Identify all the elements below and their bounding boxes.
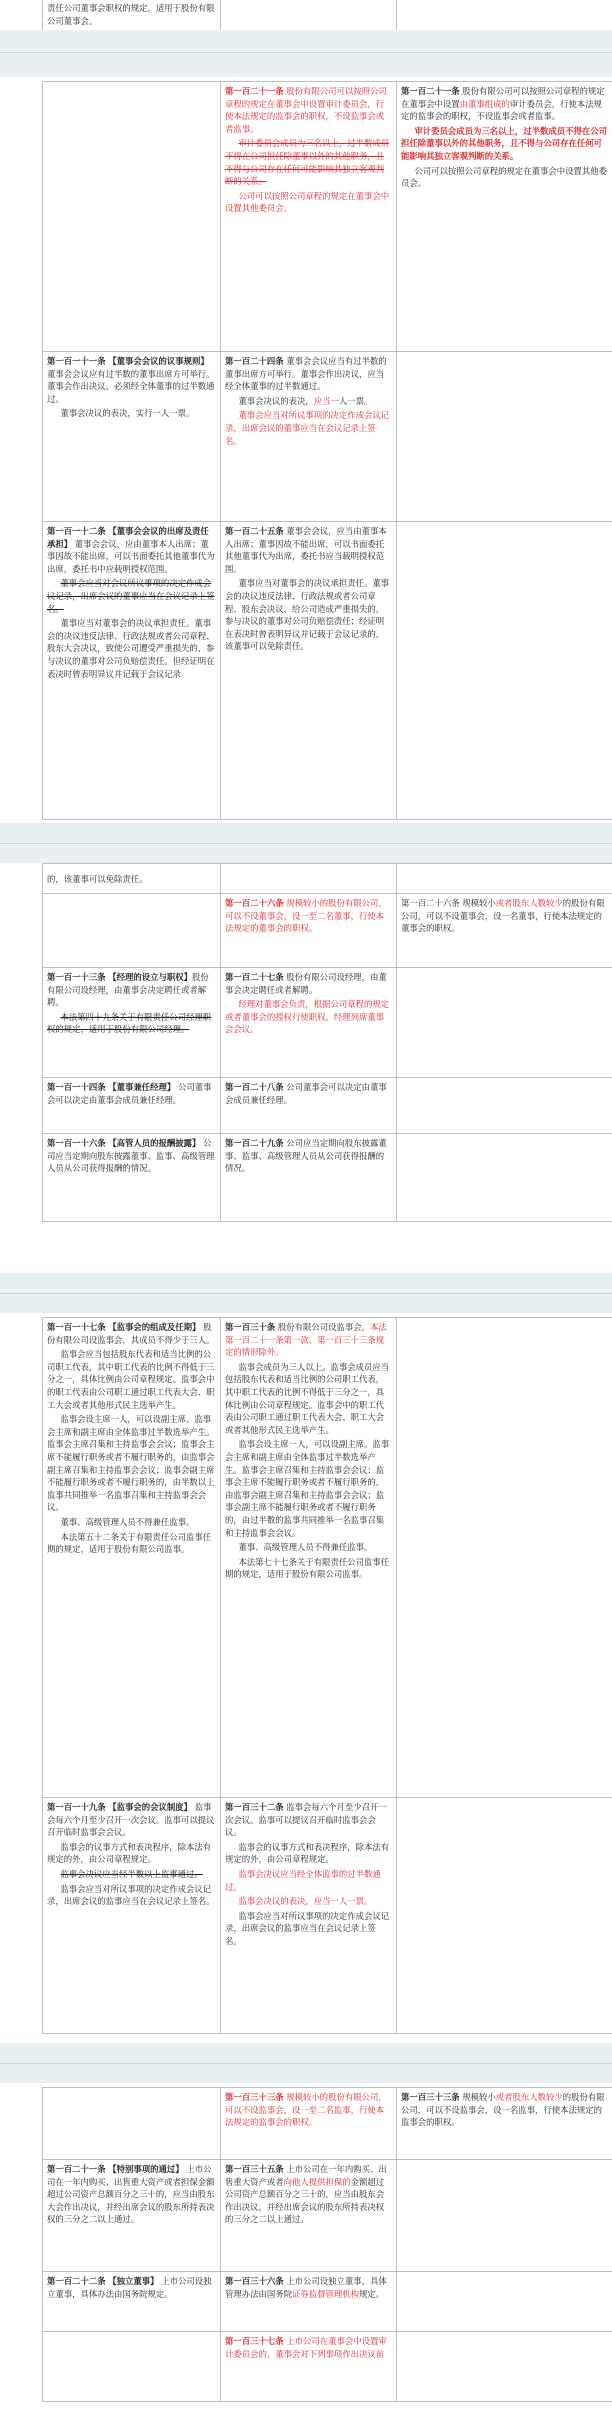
cell-draft [221, 1134, 397, 1222]
cell-final-empty [397, 2332, 612, 2402]
page-5 [0, 2083, 612, 2410]
cell-old-empty [43, 894, 221, 968]
article-text: 董事会会议应有过半数的董事出席方可举行。董事会作出决议，必须经全体董事的过半数通过。 [47, 368, 215, 404]
table-row [43, 1798, 612, 2034]
article-number: 第一百二十五条 [225, 526, 284, 536]
article-number: 第一百二十四条 [225, 356, 284, 366]
article-text: 规模较小 [462, 2092, 496, 2102]
cell-draft [221, 82, 397, 352]
article-heading: 【监事会的组成及任期】 [108, 1322, 201, 1332]
article-text: 董事应当对董事会的决议承担责任。董事会的决议违反法律、行政法规或者公司章程、股东大会决议，致使公司遭受严重损失的，参与决议的董事对公司负赔偿责任。但经证明在表决时曾表明异议并记载于会议记录 [47, 618, 215, 679]
article-text: 规模较小的股份有限公司，可以不设董事会，设一至二名董事，行使本法规定的董事会的职权。 [225, 898, 387, 934]
struck-text: 审计委员会成员为三名以上，过半数成员不得在公司担任除董事以外的其他职务，且不得与公司存在任何可能影响其独立客观判断的关系。 [225, 138, 390, 187]
cell-final [397, 2088, 612, 2160]
article-number: 第一百二十六条 [401, 898, 460, 908]
table-row [43, 2160, 612, 2272]
article-number: 第一百二十九条 [225, 1138, 284, 1148]
cell-draft [221, 2160, 397, 2272]
table-row [43, 352, 612, 522]
article-heading: 【独立董事】 [108, 2276, 159, 2286]
article-number: 第一百三十七条 [225, 2336, 284, 2346]
article-number: 第一百二十八条 [225, 1082, 284, 1092]
cell-final-empty [397, 1798, 612, 2034]
added-text: 或者股东人数较少 [495, 898, 563, 908]
page-1-tail [0, 0, 612, 30]
cell [397, 864, 612, 894]
cell-draft [221, 522, 397, 820]
article-text: 股份有限公司设经理，由董事会决定聘任或者解聘。 [47, 972, 209, 1008]
article-text: 董事会会议应当有过半数的董事出席方可举行。董事会作出决议，应当经全体董事的过半数通过。 [225, 356, 387, 392]
article-text: 监事会的议事方式和表决程序，除本法有规定的外，由公司章程规定。 [225, 1841, 390, 1865]
cell-old-empty [43, 82, 221, 352]
article-number: 第一百二十六条 [225, 898, 284, 908]
struck-text: 监事会决议应当经半数以上监事通过。 [60, 1868, 203, 1879]
article-text: 的股份有限公司，可以不设监事会，设一名监事，行使本法规定的监事会的职权。 [401, 2092, 605, 2128]
article-text: 公司董事会可以决定由董事会成员兼任经理。 [47, 1082, 212, 1105]
article-number: 第一百二十一条 [47, 2164, 106, 2174]
article-text: 监事会应当对所议事项的决定作成会议记录，出席会议的监事应当在会议记录上签名。 [225, 1910, 390, 1946]
page-2 [0, 77, 612, 823]
table-row [43, 522, 612, 820]
article-number: 第一百一十六条 [47, 1138, 106, 1148]
table-row [43, 82, 612, 352]
article-heading: 【董事会会议的议事规则】 [108, 356, 209, 366]
cell-draft [221, 894, 397, 968]
page-3 [0, 863, 612, 1273]
cell-final-empty [397, 968, 612, 1078]
article-number: 第一百三十二条 [225, 1802, 284, 1812]
page-gap [0, 30, 612, 77]
article-text: 董事会会议，应当由董事本人出席；董事因故不能出席，可以书面委托其他董事代为出席，委托书应当载明授权范围。 [225, 526, 387, 574]
cell-final-empty [397, 1318, 612, 1798]
table-row [43, 968, 612, 1078]
comparison-table-4 [42, 2087, 612, 2402]
table-row [43, 1134, 612, 1222]
article-number: 第一百一十一条 [47, 356, 106, 366]
article-text: 董事、高级管理人员不得兼任监事。 [60, 1516, 195, 1527]
cell-final-empty [397, 522, 612, 820]
separator [0, 52, 612, 53]
cell-old [43, 2272, 221, 2332]
added-text: 由董事组成的 [459, 98, 510, 109]
article-text: 董事应当对董事会的决议承担责任。董事会的决议违反法律、行政法规或者公司章程、股东会决议，给公司造成严重损失的，参与决议的董事对公司负赔偿责任；经证明在表决时曾表明异议并记载于会议记录的，该董事可以免除责任。 [225, 578, 390, 652]
article-text: 董事会决议的表决，实行一人一票。 [60, 408, 195, 419]
article-number: 第一百三十条 [225, 1322, 276, 1332]
struck-text: 董事会应当对会议所议事项的决定作成会议记录，出席会议的董事应当在会议记录上签名。 [47, 578, 215, 614]
cell-old [43, 522, 221, 820]
cell-draft [221, 2272, 397, 2332]
article-heading: 【经理的设立与职权】 [108, 972, 193, 982]
article-text: 股份有限公司设监事会， [277, 1322, 371, 1332]
article-number: 第一百三十五条 [225, 2164, 284, 2174]
article-text: 公司可以按照公司章程的规定在董事会中设置其他委员会。 [225, 190, 390, 214]
cell-old [43, 352, 221, 522]
table-row [43, 2088, 612, 2160]
article-text: 股份有限公司可以按照公司章程的规定在董事会中设置 [401, 86, 605, 109]
added-text: 监事会决议应当经全体监事的过半数通过。 [225, 1868, 381, 1892]
added-text: 审计委员会成员为三名以上，过半数成员不得在公司担任除董事以外的其他职务，且不得与公司存在任何可能影响其独立客观判断的关系。 [401, 125, 608, 161]
added-text: 监事会决议的表决，应当一人一票。 [238, 1896, 373, 1907]
article-text: 的，该董事可以免除责任。 [47, 874, 148, 884]
added-text: 应当 [313, 395, 331, 406]
article-text: 上市公司在一年内购买、出售重大资产或者 [225, 2164, 387, 2187]
article-heading: 【高管人员的报酬披露】 [108, 1138, 201, 1148]
comparison-table-2 [42, 863, 612, 1222]
table-row [43, 864, 612, 894]
article-text: 董事会决议的表决， [238, 395, 314, 406]
cell-draft [221, 1078, 397, 1134]
cell-final-empty [397, 1134, 612, 1222]
article-heading: 【监事会的会议制度】 [108, 1802, 193, 1812]
article-number: 第一百一十七条 [47, 1322, 106, 1332]
article-text: 规定。 [359, 2288, 385, 2299]
article-text: 监事会应当对所议事项的决定作成会议记录，出席会议的监事应当在会议记录上签名。 [47, 1883, 215, 1907]
cell-old [43, 864, 221, 894]
comparison-table-3 [42, 1317, 612, 2034]
cell-old [43, 1078, 221, 1134]
added-text: 或者股东人数较少 [495, 2092, 563, 2102]
article-text: 公司应当定期向股东披露董事、监事、高级管理人员从公司获得报酬的情况。 [47, 1138, 215, 1174]
separator [0, 843, 612, 844]
article-text: 监事会每六个月至少召开一次会议。监事可以提议召开临时监事会会议。 [225, 1802, 387, 1838]
cell-final-empty [397, 2272, 612, 2332]
cell-final-empty [397, 352, 612, 522]
cell-old [43, 968, 221, 1078]
cell [397, 0, 612, 31]
comparison-table-1-fragment [42, 0, 612, 31]
table-row [43, 894, 612, 968]
cell-old-empty [43, 2088, 221, 2160]
separator [0, 2063, 612, 2064]
added-text: 向他人提供担保的 [283, 2176, 351, 2187]
article-text: 公司董事会可以决定由董事会成员兼任经理。 [225, 1082, 387, 1105]
article-number: 第一百二十二条 [47, 2276, 106, 2286]
article-heading: 【董事会会议的出席及责任承担】 [47, 526, 209, 549]
article-text: 监事会的议事方式和表决程序，除本法有规定的外，由公司章程规定。 [47, 1841, 212, 1865]
article-text: 本法第七十七条关于有限责任公司监事任期的规定，适用于股份有限公司监事。 [225, 1556, 390, 1580]
table-row [43, 1078, 612, 1134]
cell [221, 0, 397, 31]
separator [0, 1293, 612, 1294]
article-text: 审计委员会，行使本法规定的监事会的职权，不设监事会或者监事。 [401, 98, 602, 122]
article-text: 规模较小 [462, 898, 496, 908]
table-row [43, 1318, 612, 1798]
cell [221, 864, 397, 894]
top-fragment-text: 责任公司董事会职权的规定，适用于股份有限公司董事会。 [47, 3, 215, 26]
cell-draft [221, 1798, 397, 2034]
added-text: 本法第一百二十一条第一款、第一百三十三条规定的情形除外。 [225, 1322, 387, 1358]
article-text: 上市公司在一年内购买、出售重大资产或者担保金额超过公司资产总额百分之三十的，应当由股东大会作出决议，并经出席会议的股东所持表决权的三分之二以上通过。 [47, 2164, 215, 2225]
article-number: 第一百二十一条 [225, 86, 284, 96]
added-text: 证券监督管理机构 [292, 2288, 359, 2299]
article-number: 第一百三十三条 [225, 2092, 284, 2102]
article-text: 公司可以按照公司章程的规定在董事会中设置其他委员会。 [401, 165, 608, 189]
cell-final-empty [397, 2160, 612, 2272]
article-number: 第一百一十九条 [47, 1802, 106, 1812]
cell [43, 0, 221, 31]
article-number: 第一百三十六条 [225, 2276, 284, 2286]
cell-old [43, 2160, 221, 2272]
cell-old [43, 1318, 221, 1798]
article-text: 上市公司设独立董事，具体管理办法由国务院 [225, 2276, 387, 2299]
cell-draft [221, 352, 397, 522]
article-text: 股份有限公司设经理，由董事会决定聘任或者解聘。 [225, 972, 387, 995]
cell-old [43, 1798, 221, 2034]
article-number: 第一百一十二条 [47, 526, 106, 536]
article-heading: 【董事兼任经理】 [108, 1082, 176, 1092]
article-text: 股份有限公司设监事会，其成员不得少于三人。 [47, 1322, 215, 1345]
added-text: 董事会应当对所议事项的决定作成会议记录，出席会议的董事应当在会议记录上签名。 [225, 410, 390, 446]
article-text: 一人一票。 [330, 395, 373, 406]
article-text: 股份有限公司可以按照公司章程的规定在董事会中设置审计委员会，行使本法规定的监事会的职权，不设监事会或者监事。 [225, 86, 387, 134]
cell-final-empty [397, 1078, 612, 1134]
article-text: 监事会设主席一人，可以设副主席。监事会主席和副主席由全体监事过半数选举产生。监事会主席召集和主持监事会会议；监事会主席不能履行职务或者不履行职务的，由监事会副主席召集和主持监事会会议；监事会副主席不能履行职务或者不履行职务的，由半数以上监事共同推举一名监事召集和主持监事会会议。 [47, 1414, 215, 1513]
cell-old-empty [43, 2332, 221, 2402]
article-number: 第一百一十三条 [47, 972, 106, 982]
article-text: 上市公司在董事会中设置审计委员会的，董事会对下列事项作出决议前 [225, 2336, 387, 2359]
table-row [43, 2332, 612, 2402]
cell-draft [221, 2332, 397, 2402]
article-heading: 【特别事项的通过】 [108, 2164, 184, 2174]
cell-final [397, 894, 612, 968]
article-number: 第一百一十四条 [47, 1082, 106, 1092]
article-text: 上市公司设独立董事，具体办法由国务院规定。 [47, 2276, 212, 2299]
article-text: 本法第五十二条关于有限责任公司监事任期的规定，适用于股份有限公司监事。 [47, 1531, 212, 1555]
article-text: 董事、高级管理人员不得兼任监事。 [238, 1542, 373, 1553]
cell-old [43, 1134, 221, 1222]
cell-draft [221, 1318, 397, 1798]
article-text: 的股份有限公司，可以不设董事会，设一名董事，行使本法规定的董事会的职权。 [401, 898, 605, 934]
article-number: 第一百二十七条 [225, 972, 284, 982]
article-text: 监事会每六个月至少召开一次会议。监事可以提议召开临时监事会会议。 [47, 1802, 215, 1838]
cell-draft [221, 2088, 397, 2160]
article-number: 第一百二十一条 [401, 86, 460, 96]
struck-text: 本法第四十九条关于有限责任公司经理职权的规定，适用于股份有限公司经理。 [47, 1011, 212, 1035]
comparison-table-1 [42, 81, 612, 820]
article-text: 规模较小的股份有限公司，可以不设监事会，设一至二名监事，行使本法规定的监事会的职权。 [225, 2092, 387, 2128]
article-text: 监事会成员为三人以上。监事会成员应当包括股东代表和适当比例的公司职工代表，其中职工代表的比例不得低于三分之一，具体比例由公司章程规定。监事会中的职工代表由公司职工通过职工代表大会、职工大会或者其他形式民主选举产生。 [225, 1361, 390, 1435]
article-text: 监事会应当包括股东代表和适当比例的公司职工代表，其中职工代表的比例不得低于三分之一，具体比例由公司章程规定。监事会中的职工代表由公司职工通过职工代表大会、职工大会或者其他形式民主选举产生。 [47, 1349, 215, 1410]
added-text: 经理对董事会负责，根据公司章程的规定或者董事会的授权行使职权。经理列席董事会会议。 [225, 999, 390, 1035]
article-text: 公司应当定期向股东披露董事、监事、高级管理人员从公司获得报酬的情况。 [225, 1138, 387, 1174]
article-text: 监事会设主席一人，可以设副主席。监事会主席和副主席由全体监事过半数选举产生。监事会主席召集和主持监事会会议；监事会主席不能履行职务或者不履行职务的，由监事会副主席召集和主持监事会会议；监事会副主席不能履行职务或者不履行职务的，由过半数的监事共同推举一名监事召集和主持监事会会议。 [225, 1439, 390, 1538]
cell-draft [221, 968, 397, 1078]
page-4 [0, 1313, 612, 2043]
cell-final [397, 82, 612, 352]
table-row [43, 2272, 612, 2332]
article-number: 第一百三十三条 [401, 2092, 460, 2102]
article-text: 金额超过公司资产总额百分之三十的，应当由股东会作出决议，并经出席会议的股东所持表决权的三分之二以上通过。 [225, 2176, 385, 2225]
article-text: 董事会会议，应由董事本人出席；董事因故不能出席，可以书面委托其他董事代为出席，委托书中应载明授权范围。 [47, 538, 215, 574]
